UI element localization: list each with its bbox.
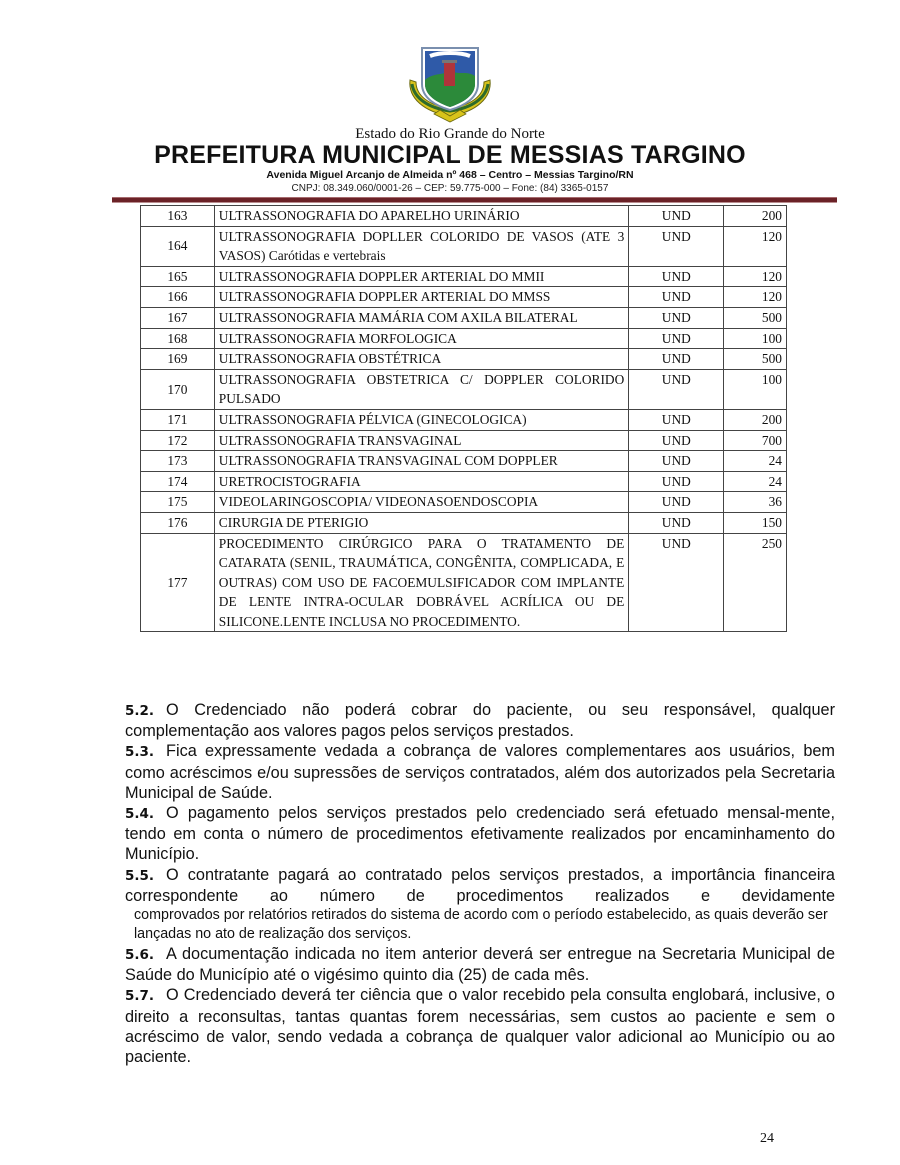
item-quantity-cell: 120 [724, 287, 787, 308]
item-description-cell: ULTRASSONOGRAFIA TRANSVAGINAL COM DOPPLER [214, 451, 628, 472]
item-unit-cell: UND [629, 369, 724, 409]
clause-number: 5.6. [125, 947, 155, 964]
item-number-cell: 166 [141, 287, 215, 308]
item-description-cell: ULTRASSONOGRAFIA OBSTÉTRICA [214, 349, 628, 370]
item-unit-cell: UND [629, 266, 724, 287]
item-unit-cell: UND [629, 349, 724, 370]
item-unit-cell: UND [629, 287, 724, 308]
header-divider [112, 197, 837, 203]
clause-5-7 [125, 985, 835, 1067]
item-number-cell: 167 [141, 307, 215, 328]
table-row [141, 430, 787, 451]
item-number-cell: 171 [141, 409, 215, 430]
item-number-cell: 163 [141, 206, 215, 227]
item-number-cell: 169 [141, 349, 215, 370]
table-row [141, 307, 787, 328]
clause-number: 5.2. [125, 703, 155, 719]
item-unit-cell: UND [629, 328, 724, 349]
table-row [141, 226, 787, 266]
item-unit-cell: UND [629, 512, 724, 533]
table-row [141, 451, 787, 472]
item-description-cell: ULTRASSONOGRAFIA TRANSVAGINAL [214, 430, 628, 451]
item-number-cell: 165 [141, 266, 215, 287]
item-number-cell: 168 [141, 328, 215, 349]
clause-number: 5.3. [125, 744, 155, 761]
clause-text: O pagamento pelos serviços prestados pelo credenciado será efetuado mensal-mente, tendo em conta o número de procedimentos efetivamente realizados por encaminhamento do Município. [125, 804, 835, 864]
item-quantity-cell: 700 [724, 430, 787, 451]
clause-number: 5.7. [125, 988, 155, 1005]
header-state: Estado do Rio Grande do Norte [355, 126, 545, 142]
clause-5-5-continuation: comprovados por relatórios retirados do sistema de acordo com o período estabelecido, as quais deverão ser lançadas no ato de realização dos serviços. [134, 907, 828, 943]
item-quantity-cell: 150 [724, 512, 787, 533]
item-quantity-cell: 250 [724, 533, 787, 632]
item-unit-cell: UND [629, 226, 724, 266]
item-description-cell: ULTRASSONOGRAFIA MAMÁRIA COM AXILA BILATERAL [214, 307, 628, 328]
item-unit-cell: UND [629, 307, 724, 328]
item-number-cell: 170 [141, 369, 215, 409]
procedures-table [140, 205, 787, 632]
table-row [141, 533, 787, 632]
item-quantity-cell: 500 [724, 307, 787, 328]
table-row [141, 492, 787, 513]
item-number-cell: 176 [141, 512, 215, 533]
table-row [141, 512, 787, 533]
item-number-cell: 174 [141, 471, 215, 492]
clause-number: 5.5. [125, 867, 155, 884]
item-unit-cell: UND [629, 533, 724, 632]
item-description-cell: ULTRASSONOGRAFIA PÉLVICA (GINECOLOGICA) [214, 409, 628, 430]
clause-text: O contratante pagará ao contratado pelos serviços prestados, a importância financeira correspondente ao número de procedimentos realizados e devidamente [125, 865, 835, 905]
item-number-cell: 173 [141, 451, 215, 472]
clauses-section [125, 700, 835, 1067]
header-address: Avenida Miguel Arcanjo de Almeida nº 468 – Centro – Messias Targino/RN [266, 169, 634, 181]
item-unit-cell: UND [629, 430, 724, 451]
page-number: 24 [760, 1131, 774, 1146]
clause-5-4 [125, 803, 835, 865]
item-unit-cell: UND [629, 409, 724, 430]
table-row [141, 471, 787, 492]
item-quantity-cell: 100 [724, 369, 787, 409]
item-unit-cell: UND [629, 471, 724, 492]
item-unit-cell: UND [629, 492, 724, 513]
item-quantity-cell: 24 [724, 451, 787, 472]
clause-text: O Credenciado não poderá cobrar do paciente, ou seu responsável, qualquer complementação aos valores pagos pelos serviços prestados. [125, 701, 835, 741]
item-description-cell: CIRURGIA DE PTERIGIO [214, 512, 628, 533]
coat-of-arms-icon [404, 40, 496, 124]
clause-text: Fica expressamente vedada a cobrança de valores complementares aos usuários, bem como acréscimos e/ou supressões de serviços contratados, além dos autorizados pela Secretaria Municipal de Saúde. [125, 742, 835, 802]
item-description-cell: ULTRASSONOGRAFIA MORFOLOGICA [214, 328, 628, 349]
header-title: PREFEITURA MUNICIPAL DE MESSIAS TARGINO [154, 141, 746, 169]
item-unit-cell: UND [629, 206, 724, 227]
item-quantity-cell: 100 [724, 328, 787, 349]
item-description-cell: ULTRASSONOGRAFIA DO APARELHO URINÁRIO [214, 206, 628, 227]
item-number-cell: 175 [141, 492, 215, 513]
table-row [141, 409, 787, 430]
table-row [141, 266, 787, 287]
table-row [141, 206, 787, 227]
clause-5-6 [125, 944, 835, 985]
item-description-cell: ULTRASSONOGRAFIA DOPLLER COLORIDO DE VASOS (ATE 3 VASOS) Carótidas e vertebrais [214, 226, 628, 266]
item-unit-cell: UND [629, 451, 724, 472]
item-quantity-cell: 24 [724, 471, 787, 492]
item-description-cell: ULTRASSONOGRAFIA OBSTETRICA C/ DOPPLER COLORIDO PULSADO [214, 369, 628, 409]
item-quantity-cell: 200 [724, 206, 787, 227]
clause-text: O Credenciado deverá ter ciência que o valor recebido pela consulta englobará, inclusive, o direito a reconsultas, tantas quantas forem necessárias, sem custos ao paciente e sem o acréscimo de valor, sendo vedada a cobrança de qualquer valor adicional ao Município ou ao paciente. [125, 986, 835, 1067]
item-description-cell: PROCEDIMENTO CIRÚRGICO PARA O TRATAMENTO DE CATARATA (SENIL, TRAUMÁTICA, CONGÊNITA, COMPLICADA, E OUTRAS) COM USO DE FACOEMULSIFICADOR COM IMPLANTE DE LENTE INTRA-OCULAR DOBRÁVEL ACRÍLICA OU DE SILICONE.LENTE INCLUSA NO PROCEDIMENTO. [214, 533, 628, 632]
item-quantity-cell: 36 [724, 492, 787, 513]
clause-5-5 [125, 865, 835, 906]
item-number-cell: 164 [141, 226, 215, 266]
item-description-cell: ULTRASSONOGRAFIA DOPPLER ARTERIAL DO MMSS [214, 287, 628, 308]
item-number-cell: 177 [141, 533, 215, 632]
clause-5-3 [125, 741, 835, 803]
item-number-cell: 172 [141, 430, 215, 451]
clause-5-2 [125, 700, 835, 741]
header-contact: CNPJ: 08.349.060/0001-26 – CEP: 59.775-000 – Fone: (84) 3365-0157 [291, 183, 609, 194]
table-row [141, 287, 787, 308]
item-description-cell: URETROCISTOGRAFIA [214, 471, 628, 492]
table-row [141, 328, 787, 349]
item-quantity-cell: 120 [724, 226, 787, 266]
table-row [141, 349, 787, 370]
item-quantity-cell: 120 [724, 266, 787, 287]
item-quantity-cell: 500 [724, 349, 787, 370]
item-quantity-cell: 200 [724, 409, 787, 430]
clause-number: 5.4. [125, 806, 155, 823]
item-description-cell: VIDEOLARINGOSCOPIA/ VIDEONASOENDOSCOPIA [214, 492, 628, 513]
clause-text: A documentação indicada no item anterior deverá ser entregue na Secretaria Municipal de Saúde do Município até o vigésimo quinto dia (25) de cada mês. [125, 945, 835, 985]
item-description-cell: ULTRASSONOGRAFIA DOPPLER ARTERIAL DO MMII [214, 266, 628, 287]
table-row [141, 369, 787, 409]
